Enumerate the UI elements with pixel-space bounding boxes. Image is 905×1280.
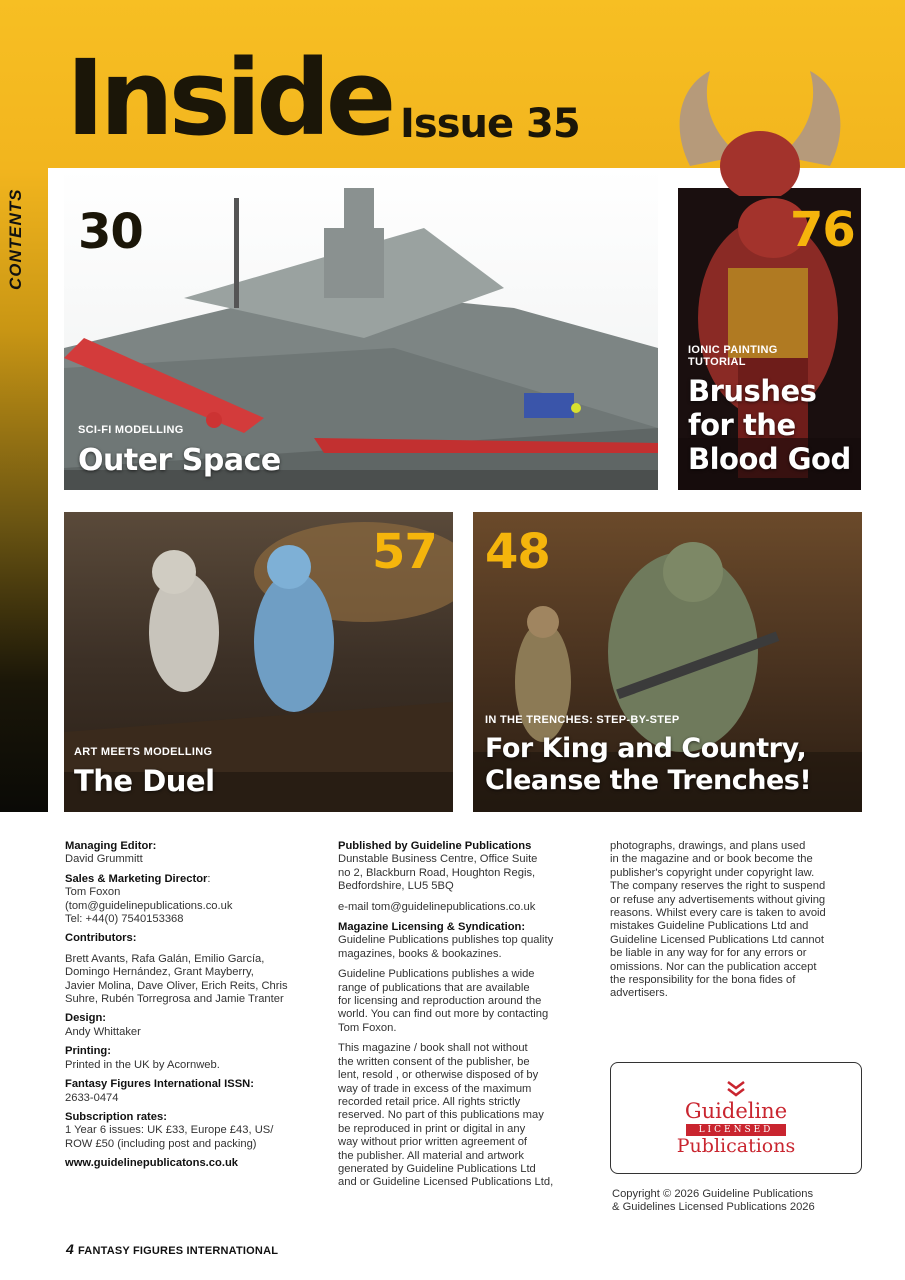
publisher-line: no 2, Blackburn Road, Houghton Regis, bbox=[338, 866, 536, 879]
para-line: reasons. Whilst every care is taken to avoid bbox=[610, 907, 826, 920]
credit-line: Andy Whittaker bbox=[65, 1025, 141, 1038]
para-line: recorded retail price. All rights strictly bbox=[338, 1095, 521, 1108]
logo-licensed: LICENSED bbox=[686, 1124, 786, 1136]
para-line: publisher's copyright under copyright law. bbox=[610, 866, 815, 879]
para-line: advertisers. bbox=[610, 987, 668, 1000]
credit-line: 1 Year 6 issues: UK £33, Europe £43, US/ bbox=[65, 1124, 274, 1137]
headline-the-duel: The Duel bbox=[74, 764, 215, 798]
credit-line: Brett Avants, Rafa Galán, Emilio García, bbox=[65, 952, 265, 965]
para-line: the responsibility for the bona fides of bbox=[610, 974, 796, 987]
credits-column-3 bbox=[610, 840, 870, 1008]
credits-column-1 bbox=[65, 840, 320, 1177]
credit-line: ROW £50 (including post and packing) bbox=[65, 1137, 257, 1150]
footer-page-number: 4 bbox=[66, 1241, 74, 1257]
guideline-logo bbox=[610, 1062, 862, 1174]
credit-line: David Grummitt bbox=[65, 853, 143, 866]
credits-column-2 bbox=[338, 840, 593, 1197]
publisher-line: Bedfordshire, LU5 5BQ bbox=[338, 880, 454, 893]
credit-line: 2633-0474 bbox=[65, 1091, 119, 1104]
page-number-76: 76 bbox=[790, 202, 855, 258]
para-line: This magazine / book shall not without bbox=[338, 1042, 528, 1055]
licensing-line: magazines, books & bookazines. bbox=[338, 947, 502, 960]
contents-label: CONTENTS bbox=[6, 188, 25, 290]
para-line: world. You can find out more by contacting bbox=[338, 1008, 549, 1021]
para-line: or refuse any advertisements without giving bbox=[610, 893, 826, 906]
kicker-art: ART MEETS MODELLING bbox=[74, 746, 213, 758]
para-line: mistakes Guideline Publications Ltd and bbox=[610, 920, 809, 933]
headline-for-the: for the bbox=[688, 408, 796, 442]
credit-label: Contributors: bbox=[65, 932, 137, 945]
para-line: range of publications that are available bbox=[338, 981, 530, 994]
para-line: The company reserves the right to suspend bbox=[610, 880, 826, 893]
para-line: the written consent of the publisher, be bbox=[338, 1055, 530, 1068]
para-line: Guideline Publications publishes a wide bbox=[338, 968, 535, 981]
credit-label: Sales & Marketing Director bbox=[65, 872, 208, 885]
feature-the-duel[interactable] bbox=[64, 512, 453, 812]
para-line: Tom Foxon. bbox=[338, 1021, 397, 1034]
headline-brushes: Brushes bbox=[688, 374, 817, 408]
kicker-ionic-1: IONIC PAINTING bbox=[688, 344, 778, 356]
copyright-line: Copyright © 2026 Guideline Publications bbox=[612, 1188, 814, 1200]
para-line: reserved. No part of this publications may bbox=[338, 1109, 544, 1122]
copyright-line: & Guidelines Licensed Publications 2026 bbox=[612, 1201, 815, 1214]
credit-line: Tel: +44(0) 7540153368 bbox=[65, 913, 184, 926]
licensing-label: Magazine Licensing & Syndication: bbox=[338, 921, 526, 934]
para-line: way without prior written agreement of bbox=[338, 1136, 528, 1149]
para-line: in the magazine and or book become the bbox=[610, 853, 813, 866]
rights-paragraph bbox=[338, 1042, 593, 1189]
para-line: way of trade in excess of the maximum bbox=[338, 1082, 532, 1095]
credit-label: Subscription rates: bbox=[65, 1110, 167, 1123]
credit-label: Fantasy Figures International ISSN: bbox=[65, 1078, 254, 1091]
para-line: photographs, drawings, and plans used bbox=[610, 840, 806, 852]
demon-horns-image bbox=[660, 66, 860, 196]
credit-line: Javier Molina, Dave Oliver, Erich Reits, Chris bbox=[65, 979, 288, 992]
credit-line: Tom Foxon bbox=[65, 886, 121, 899]
credit-label: Design: bbox=[65, 1012, 107, 1025]
headline-blood-god: Blood God bbox=[688, 442, 851, 476]
para-line: generated by Guideline Publications Ltd bbox=[338, 1162, 536, 1175]
credit-label: Printing: bbox=[65, 1045, 111, 1058]
publisher-label: Published by Guideline Publications bbox=[338, 840, 532, 852]
footer-magazine-name: FANTASY FIGURES INTERNATIONAL bbox=[78, 1245, 279, 1257]
publisher-email[interactable]: e-mail tom@guidelinepublications.co.uk bbox=[338, 900, 536, 913]
para-line: for licensing and reproduction around the bbox=[338, 995, 542, 1008]
para-line: be reproduced in print or digital in any bbox=[338, 1122, 526, 1135]
logo-guideline: Guideline bbox=[684, 1099, 788, 1123]
page-number-57: 57 bbox=[372, 524, 437, 580]
credit-line: Suhre, Rubén Torregrosa and Jamie Tranter bbox=[65, 993, 284, 1006]
kicker-trenches: IN THE TRENCHES: STEP-BY-STEP bbox=[485, 714, 680, 726]
credit-label: Managing Editor: bbox=[65, 840, 157, 852]
feature-blood-god[interactable] bbox=[678, 188, 861, 490]
para-line: and or Guideline Licensed Publications Ltd, bbox=[338, 1176, 554, 1189]
spaceship-image bbox=[64, 168, 658, 490]
website-link[interactable]: www.guidelinepublicatons.co.uk bbox=[65, 1157, 239, 1170]
para-line: omissions. Nor can the publication accept bbox=[610, 960, 817, 973]
publisher-line: Dunstable Business Centre, Office Suite bbox=[338, 853, 538, 866]
licensing-paragraph bbox=[338, 968, 593, 1035]
headline-king-country: For King and Country, bbox=[485, 733, 807, 764]
credit-line: Printed in the UK by Acornweb. bbox=[65, 1058, 220, 1071]
issue-number: Issue 35 bbox=[400, 101, 580, 147]
copyright-notice bbox=[612, 1188, 872, 1215]
page-footer bbox=[66, 1241, 278, 1257]
page-number-30: 30 bbox=[78, 204, 143, 260]
credit-line: (tom@guidelinepublications.co.uk bbox=[65, 899, 233, 912]
logo-mark-icon bbox=[725, 1079, 747, 1097]
page-title: Inside bbox=[66, 37, 392, 159]
para-line: Guideline Licensed Publications Ltd cannot bbox=[610, 933, 824, 946]
licensing-line: Guideline Publications publishes top quality bbox=[338, 934, 554, 947]
copyright-paragraph bbox=[610, 840, 870, 1001]
para-line: be liable in any way for for any errors or bbox=[610, 947, 807, 960]
credit-line: Domingo Hernández, Grant Mayberry, bbox=[65, 966, 254, 979]
feature-outer-space[interactable] bbox=[64, 168, 658, 490]
para-line: lent, resold , or otherwise disposed of by bbox=[338, 1069, 539, 1082]
page-number-48: 48 bbox=[485, 524, 550, 580]
credit-suffix: : bbox=[207, 872, 211, 885]
kicker-scifi: SCI-FI MODELLING bbox=[78, 424, 184, 436]
headline-outer-space: Outer Space bbox=[78, 443, 281, 478]
kicker-ionic-2: TUTORIAL bbox=[688, 356, 746, 368]
logo-publications: Publications bbox=[676, 1135, 796, 1157]
para-line: the publisher. All material and artwork bbox=[338, 1149, 524, 1162]
feature-trenches[interactable] bbox=[473, 512, 862, 812]
headline-cleanse: Cleanse the Trenches! bbox=[485, 765, 812, 796]
